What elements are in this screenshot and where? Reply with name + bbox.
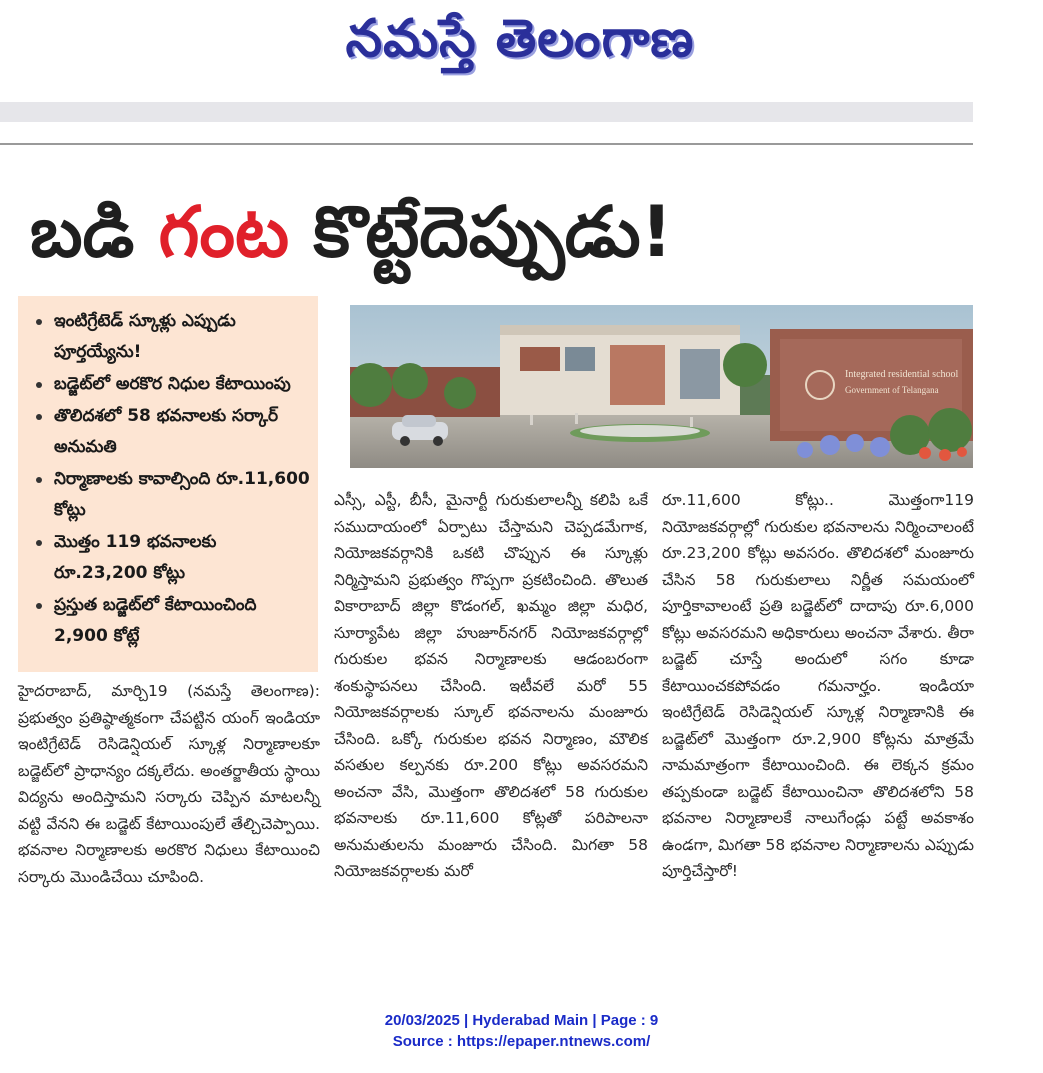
headline-part-3: కొట్టేదెప్పుడు! (289, 191, 673, 273)
footer-edition-line: 20/03/2025 | Hyderabad Main | Page : 9 (384, 1012, 659, 1029)
page-footer (0, 1010, 1043, 1052)
highlights-box (18, 296, 318, 672)
divider-rule (0, 143, 973, 145)
highlight-item: ఇంటిగ్రేటెడ్ స్కూళ్లు ఎప్పుడు పూర్తయ్యేను! (32, 306, 312, 368)
highlight-item: బడ్జెట్‌లో అరకొర నిధుల కేటాయింపు (32, 369, 312, 400)
masthead (0, 0, 1043, 80)
headline (30, 182, 960, 282)
article-column-3: రూ.11,600 కోట్లు.. మొత్తంగా119 నియోజకవర్గాల్లో గురుకుల భవనాలను నిర్మించాలంటే రూ.23,200 కోట్లు అవసరం. తొలిదశలో మంజూరు చేసిన 58 గురుకులాలు నిర్ణీత సమయంలో పూర్తికావాలంటే ప్రతి బడ్జెట్‌లో దాదాపు రూ.6,000 కోట్లు అవసరమని అధికారులు అంచనా వేశారు. తీరా బడ్జెట్ చూస్తే అందులో సగం కూడా కేటాయించకపోవడం గమనార్హం. ఇండియా ఇంటిగ్రేటెడ్ రెసిడెన్షియల్ స్కూళ్ల నిర్మాణానికి ఈ బడ్జెట్‌లో మొత్తంగా రూ.2,900 కోట్లను మాత్రమే నామమాత్రంగా కేటాయించింది. ఈ లెక్కన క్రమం తప్పకుండా బడ్జెట్ కేటాయించినా తొలిదశలోని 58 భవనాల నిర్మాణాలకే నాలుగేండ్లు పట్టే అవకాశం ఉండగా, మిగతా 58 భవనాల నిర్మాణాలను ఎప్పుడు పూర్తిచేస్తారో! (662, 491, 974, 880)
highlight-item: నిర్మాణాలకు కావాల్సింది రూ.11,600 కోట్లు (32, 464, 312, 526)
highlight-item: తొలిదశలో 58 భవనాలకు సర్కార్ అనుమతి (32, 401, 312, 463)
headline-part-1: బడి (30, 191, 159, 273)
photo-sign-line-2: Government of Telangana (845, 385, 939, 395)
photo-sign-line-1: Integrated residential school (845, 369, 959, 380)
masthead-band (0, 102, 973, 122)
headline-part-red: గంట (158, 191, 290, 273)
highlight-item: మొత్తం 119 భవనాలకు రూ.23,200 కోట్లు (32, 527, 312, 589)
school-rendering-photo (350, 305, 973, 468)
article-column-2: ఎస్సీ, ఎస్టీ, బీసీ, మైనార్టీ గురుకులాలన్నీ కలిపి ఒకే సముదాయంలో ఏర్పాటు చేస్తామని చెప్పడమేగాక, నియోజకవర్గానికి ఒకటి చొప్పున ఈ స్కూళ్లు నిర్మిస్తామని ప్రభుత్వం గొప్పగా ప్రకటించింది. తొలుత వికారాబాద్ జిల్లా కొడంగల్, ఖమ్మం జిల్లా మధిర, సూర్యాపేట జిల్లా హుజూర్‌నగర్ నియోజకవర్గాల్లో గురుకుల భవన నిర్మాణాలకు ఆడంబరంగా శంకుస్థాపనలు చేసింది. ఇటీవలే మరో 55 నియోజకవర్గాలకు స్కూల్ భవనాలను మంజూరు చేసింది. ఒక్కో గురుకుల భవన నిర్మాణం, మౌలిక వసతుల కల్పనకు రూ.200 కోట్లు అవసరమని అంచనా వేసి, మొత్తంగా తొలిదశలో 58 గురుకుల భవనాలకు రూ.11,600 కోట్లతో పరిపాలనా అనుమతులను మంజూరు చేసింది. మిగతా 58 నియోజకవర్గాలకు మరో (334, 491, 648, 880)
highlight-item: ప్రస్తుత బడ్జెట్‌లో కేటాయించింది 2,900 కోట్లే (32, 590, 312, 652)
article-column-1: హైదరాబాద్, మార్చి19 (నమస్తే తెలంగాణ): ప్రభుత్వం ప్రతిష్ఠాత్మకంగా చేపట్టిన యంగ్ ఇండియా ఇంటిగ్రేటెడ్ రెసిడెన్షియల్ స్కూళ్ల నిర్మాణాలకూ బడ్జెట్‌లో ప్రాధాన్యం దక్కలేదు. అంతర్జాతీయ స్థాయి విద్యను అందిస్తామని సర్కారు చెప్పిన మాటలన్నీ వట్టి వేనని ఈ బడ్జెట్ కేటాయింపులే తేల్చిచెప్పాయి. భవనాల నిర్మాణాలకు అరకొర నిధులు కేటాయించి సర్కారు మొండిచేయి చూపింది. (18, 682, 320, 886)
newspaper-logo: నమస్తే తెలంగాణ (345, 9, 695, 69)
footer-source-line: Source : https://epaper.ntnews.com/ (392, 1033, 651, 1050)
